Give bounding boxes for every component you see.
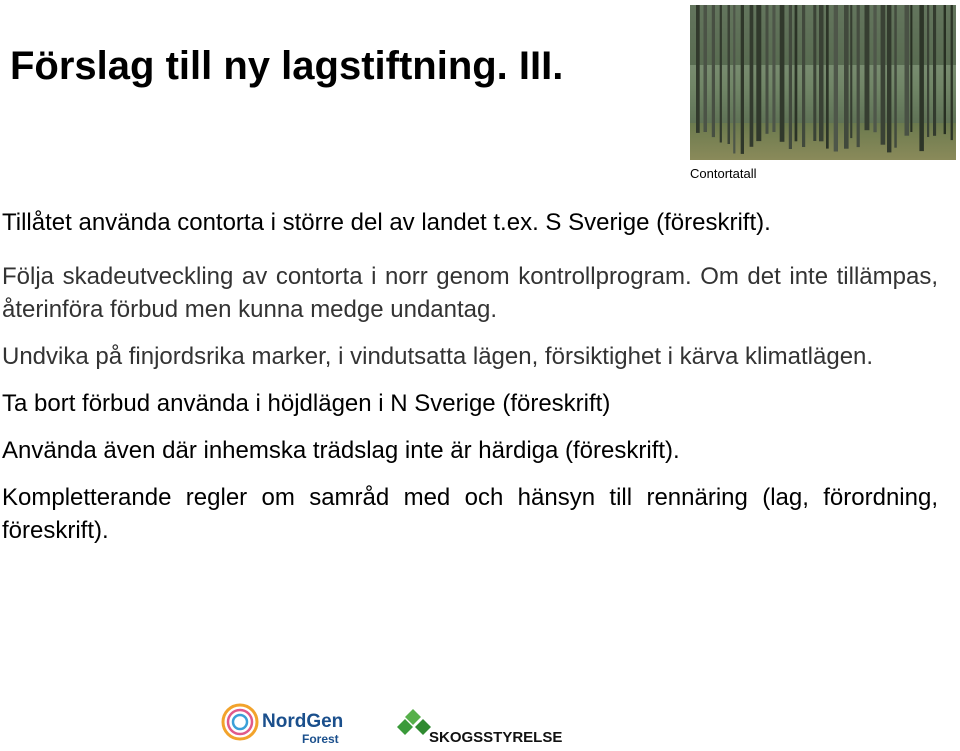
nordgen-sub: Forest <box>302 732 339 746</box>
tree-trunk <box>704 5 708 132</box>
tree-trunk <box>887 5 891 152</box>
bullet-1: Tillåtet använda contorta i större del av landet t.ex. S Sverige (föreskrift). <box>2 209 771 236</box>
image-caption: Contortatall <box>690 166 757 181</box>
forest-photo <box>690 5 956 160</box>
tree-trunk <box>881 5 886 145</box>
tree-trunk <box>919 5 924 151</box>
tree-trunk <box>865 5 870 130</box>
tree-trunk <box>756 5 761 141</box>
tree-trunk <box>826 5 829 149</box>
tree-trunk <box>789 5 792 149</box>
tree-trunk <box>927 5 929 137</box>
tree-trunk <box>894 5 897 148</box>
tree-trunk <box>712 5 715 137</box>
tree-trunk <box>696 5 700 133</box>
tree-trunk <box>733 5 735 154</box>
tree-trunk <box>910 5 912 132</box>
tree-trunk <box>795 5 798 141</box>
tree-trunk <box>873 5 876 132</box>
slide-body <box>2 206 938 547</box>
bullet-6: Kompletterande regler om samråd med och hänsyn till rennäring (lag, förordning, föreskrift). <box>2 484 938 544</box>
tree-trunk <box>933 5 936 136</box>
forest-illustration <box>690 5 956 160</box>
bullet-2: Följa skadeutveckling av contorta i norr genom kontrollprogram. Om det inte tillämpas, återinföra förbud men kunna medge undantag. <box>2 263 938 323</box>
tree-trunk <box>766 5 769 134</box>
nordgen-logo <box>218 700 348 746</box>
slide-title: Förslag till ny lagstiftning. III. <box>10 44 564 88</box>
tree-trunk <box>834 5 838 152</box>
tree-trunk <box>741 5 744 154</box>
tree-trunk <box>951 5 953 140</box>
tree-trunk <box>813 5 816 141</box>
tree-trunk <box>857 5 860 147</box>
bullet-3: Undvika på finjordsrika marker, i vindutsatta lägen, försiktighet i kärva klimatlägen. <box>2 343 874 370</box>
tree-trunk <box>720 5 722 143</box>
tree-trunk <box>944 5 946 134</box>
tree-trunk <box>819 5 824 141</box>
nordgen-name: NordGen <box>262 711 344 732</box>
tree-trunk <box>750 5 754 147</box>
tree-trunk <box>780 5 785 142</box>
bullet-4: Ta bort förbud använda i höjdlägen i N Sverige (föreskrift) <box>2 390 611 417</box>
leaf-icon <box>397 709 431 735</box>
tree-trunk <box>772 5 775 132</box>
bullet-5: Använda även där inhemska trädslag inte är härdiga (föreskrift). <box>2 437 680 464</box>
tree-trunk <box>802 5 805 147</box>
tree-trunk <box>905 5 910 136</box>
tree-trunk <box>850 5 852 138</box>
tree-trunk <box>844 5 849 149</box>
skogsstyrelsen-logo <box>393 703 563 745</box>
tree-trunk <box>728 5 731 144</box>
skogsstyrelsen-name: SKOGSSTYRELSEN <box>429 729 563 745</box>
